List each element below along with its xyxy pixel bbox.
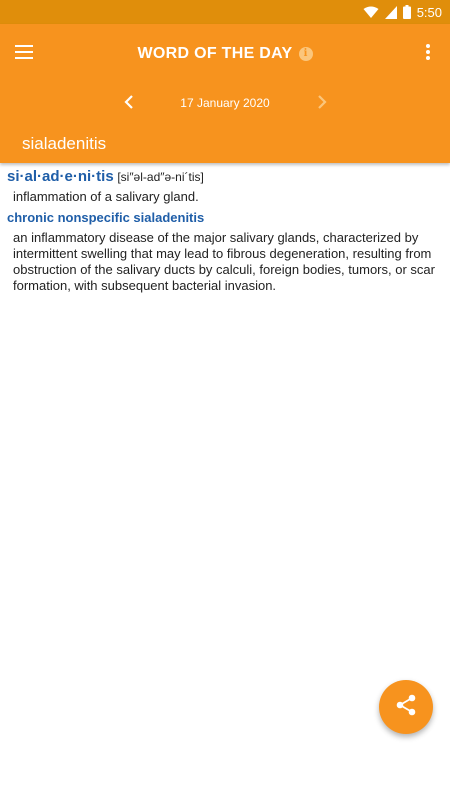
date-label: 17 January 2020 (180, 96, 270, 110)
entry-content (0, 163, 450, 294)
app-bar (0, 24, 450, 163)
page-title: WORD OF THE DAY (137, 45, 293, 62)
info-icon[interactable]: i (299, 47, 313, 61)
share-icon (395, 694, 417, 721)
status-time: 5:50 (416, 4, 442, 20)
definition: inflammation of a salivary gland. (13, 189, 199, 204)
word-title: sialadenitis (22, 134, 107, 153)
battery-icon (403, 5, 411, 19)
more-options-button[interactable] (414, 40, 442, 68)
more-vert-icon (426, 44, 430, 65)
share-button[interactable] (379, 680, 433, 734)
subentry-title: chronic nonspecific sialadenitis (7, 210, 205, 225)
headword: si·al·ad·e·ni·tis (7, 168, 114, 185)
date-navigator (0, 92, 450, 116)
status-bar (0, 0, 450, 24)
entry-header (7, 168, 443, 186)
signal-icon (385, 6, 397, 19)
wifi-icon (363, 6, 379, 19)
title-group (0, 42, 450, 66)
next-day-button[interactable] (310, 92, 334, 116)
chevron-right-icon (318, 95, 327, 114)
pronunciation: [si″əl-ad″ə-ni´tis] (117, 170, 204, 184)
subentry-definition: an inflammatory disease of the major salivary glands, characterized by intermittent swelling that may lead to fibrous degeneration, resulting from obstruction of the salivary ducts by calculi, foreign bodies, tumors, or scar formation, with subsequent bacterial invasion. (13, 230, 435, 293)
